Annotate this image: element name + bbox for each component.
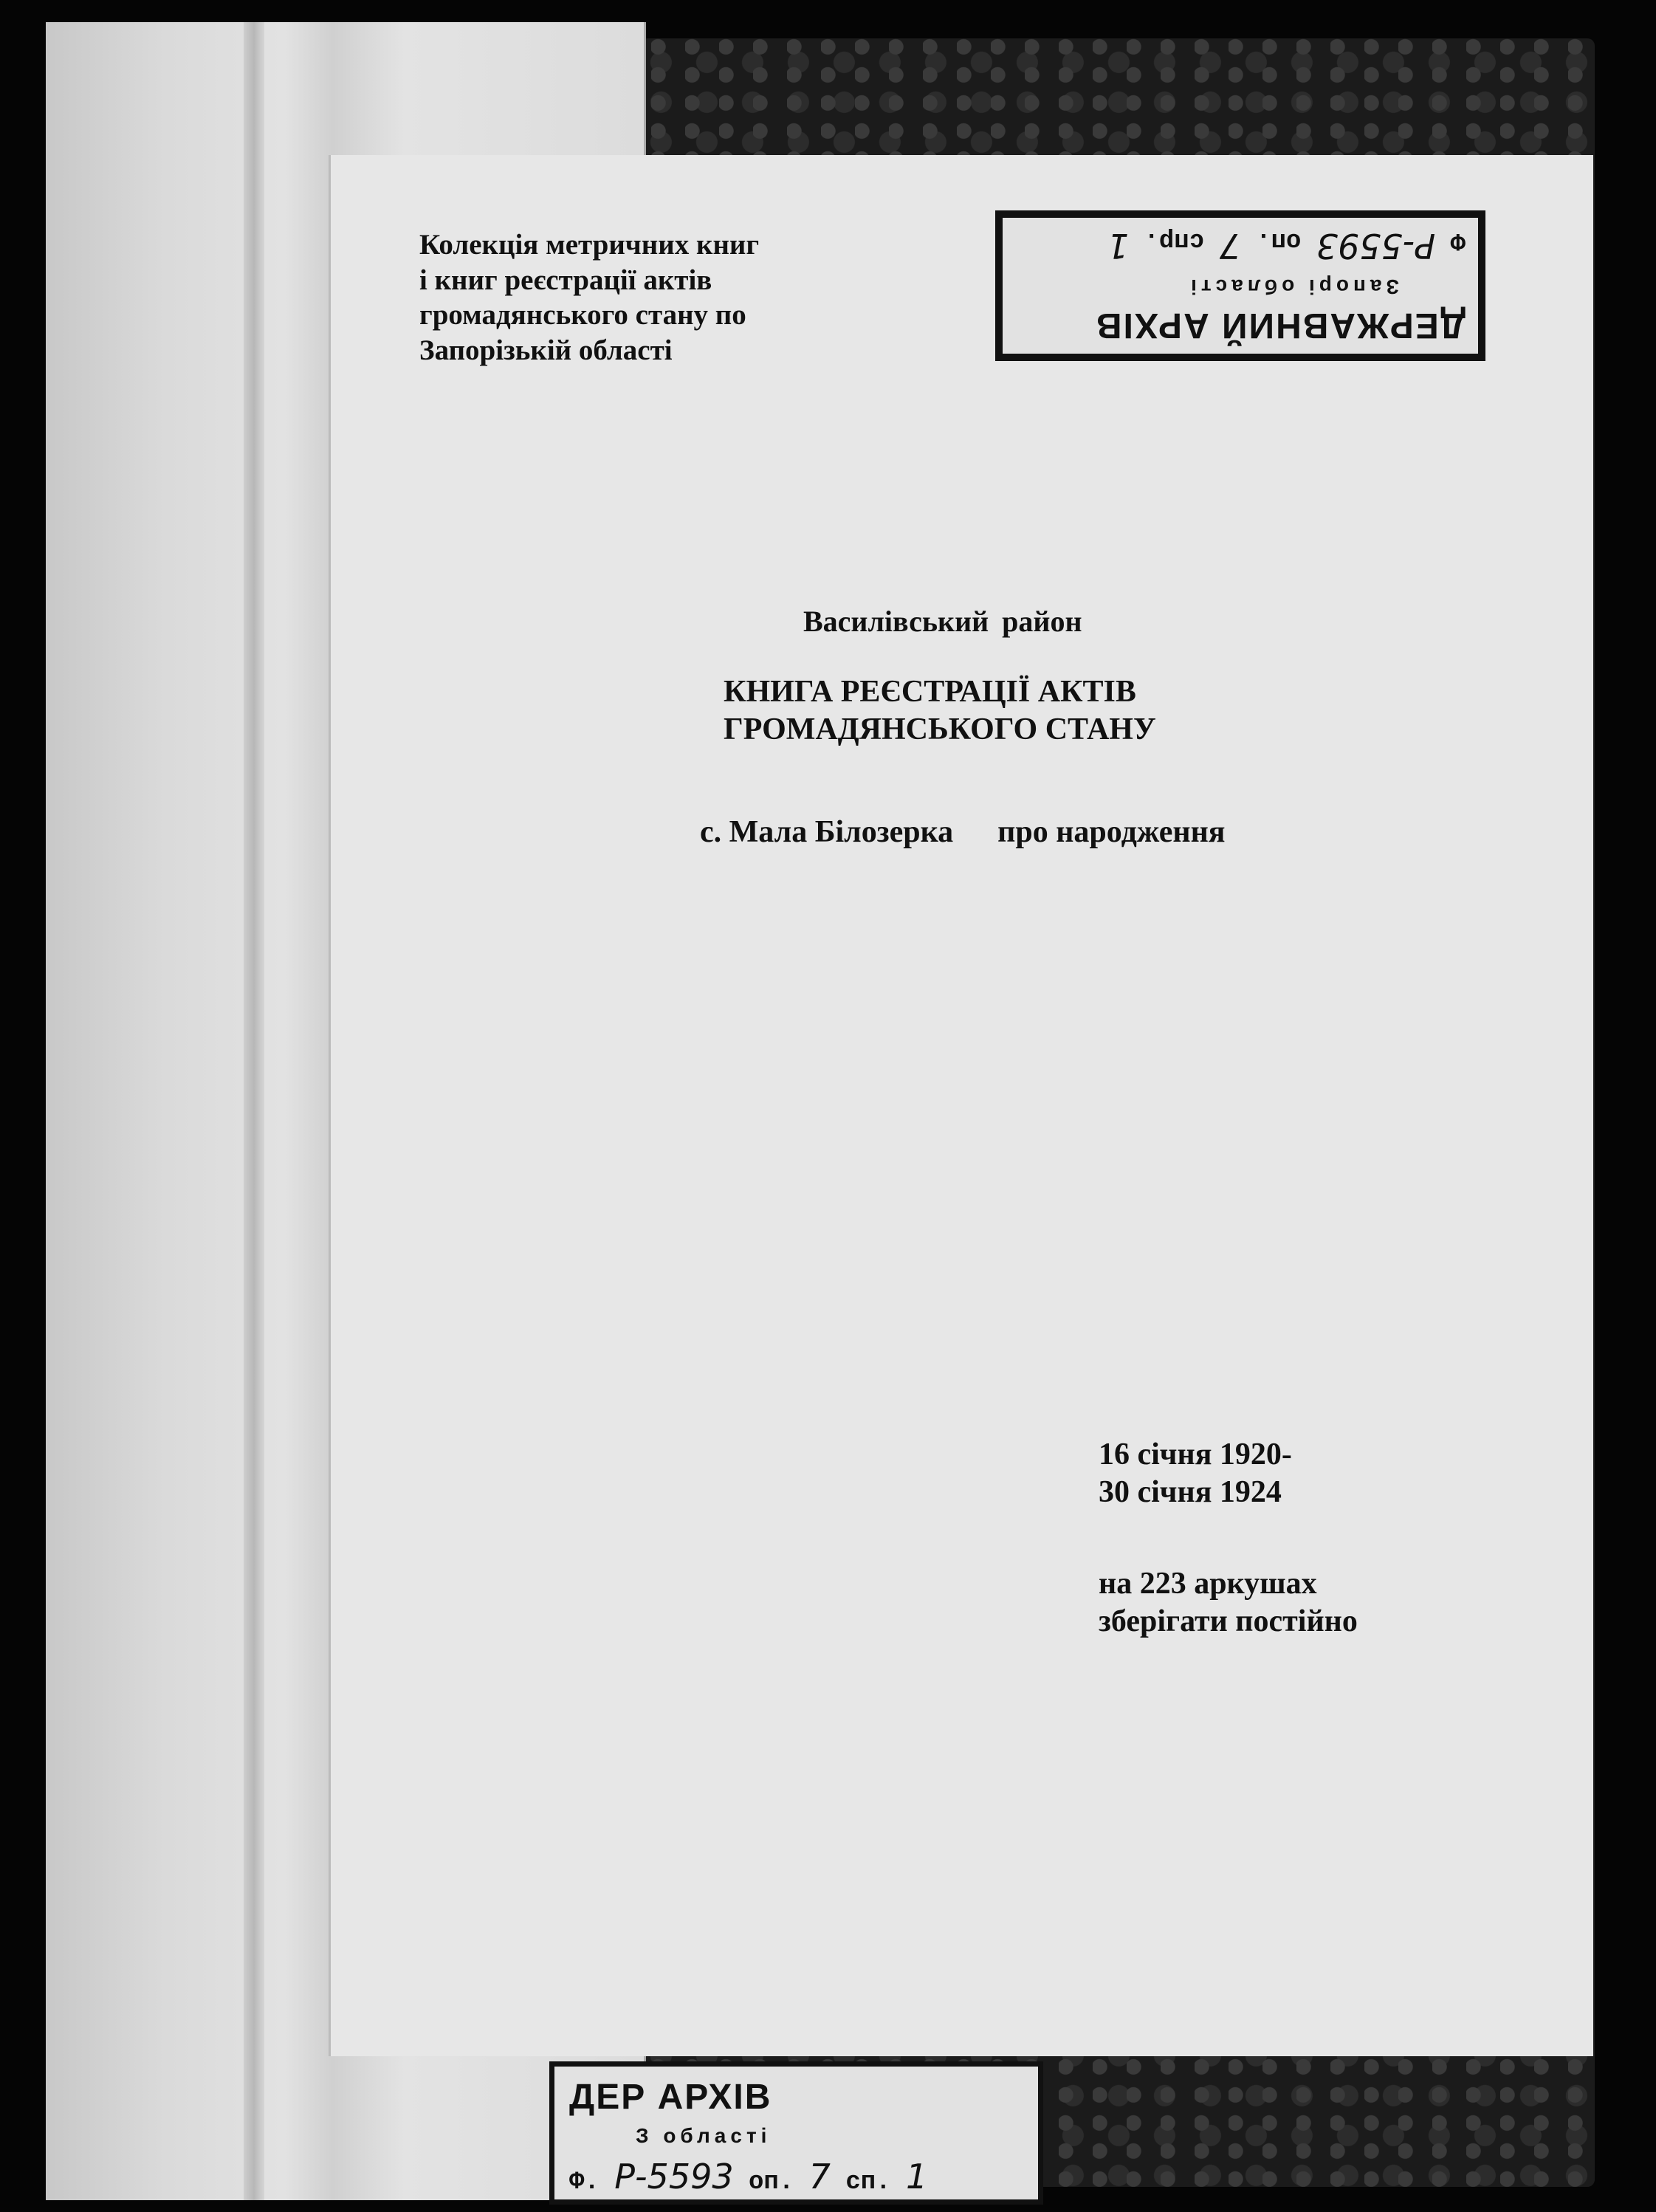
district-name: Василівський район <box>803 605 1082 638</box>
collection-line: Колекція метричних книг <box>419 229 760 261</box>
book-title-line: ГРОМАДЯНСЬКОГО СТАНУ <box>724 712 1156 747</box>
stamp-reference <box>569 2157 927 2196</box>
folder-fold <box>244 22 264 2200</box>
opys-prefix: оп. <box>749 2168 794 2196</box>
sprava-prefix: спр. <box>1144 226 1205 254</box>
record-type: про народження <box>997 815 1226 849</box>
sprava-prefix: сп. <box>845 2168 891 2196</box>
collection-line: і книг реєстрації актів <box>419 264 712 296</box>
village-name: с. Мала Білозерка <box>700 815 954 849</box>
stamp-subtitle: Запорі області <box>1186 275 1399 298</box>
fond-number: Р-5593 <box>614 2157 734 2196</box>
collection-heading <box>419 227 936 368</box>
date-from: 16 січня 1920- <box>1099 1438 1292 1471</box>
archive-stamp-top <box>995 210 1485 361</box>
stamp-title: ДЕРЖАВНИЙ АРХІВ <box>1094 306 1466 345</box>
collection-line: громадянського стану по <box>419 299 746 332</box>
opys-number: 7 <box>1219 226 1241 266</box>
opys-number: 7 <box>808 2157 831 2196</box>
archive-stamp-bottom <box>549 2061 1043 2205</box>
title-sheet <box>331 155 1593 2056</box>
place-line <box>700 814 1226 851</box>
sheet-info <box>1099 1565 1358 1641</box>
stamp-reference <box>1107 226 1466 266</box>
fond-prefix: Ф. <box>569 2168 599 2196</box>
stamp-subtitle: З області <box>636 2124 772 2147</box>
stamp-title: ДЕР АРХІВ <box>569 2078 772 2117</box>
retention-note: зберігати постійно <box>1099 1604 1358 1639</box>
sheet-count: на 223 аркушах <box>1099 1567 1317 1601</box>
date-range <box>1099 1436 1292 1511</box>
fond-number: Р-5593 <box>1316 226 1436 266</box>
book-title <box>724 673 1156 749</box>
fond-prefix: Ф <box>1450 226 1466 254</box>
opys-prefix: оп. <box>1256 226 1302 254</box>
book-title-line: КНИГА РЕЄСТРАЦІЇ АКТІВ <box>724 675 1136 709</box>
sprava-number: 1 <box>1107 226 1130 266</box>
sprava-number: 1 <box>905 2157 928 2196</box>
date-to: 30 січня 1924 <box>1099 1475 1282 1510</box>
collection-line: Запорізькій області <box>419 334 673 366</box>
